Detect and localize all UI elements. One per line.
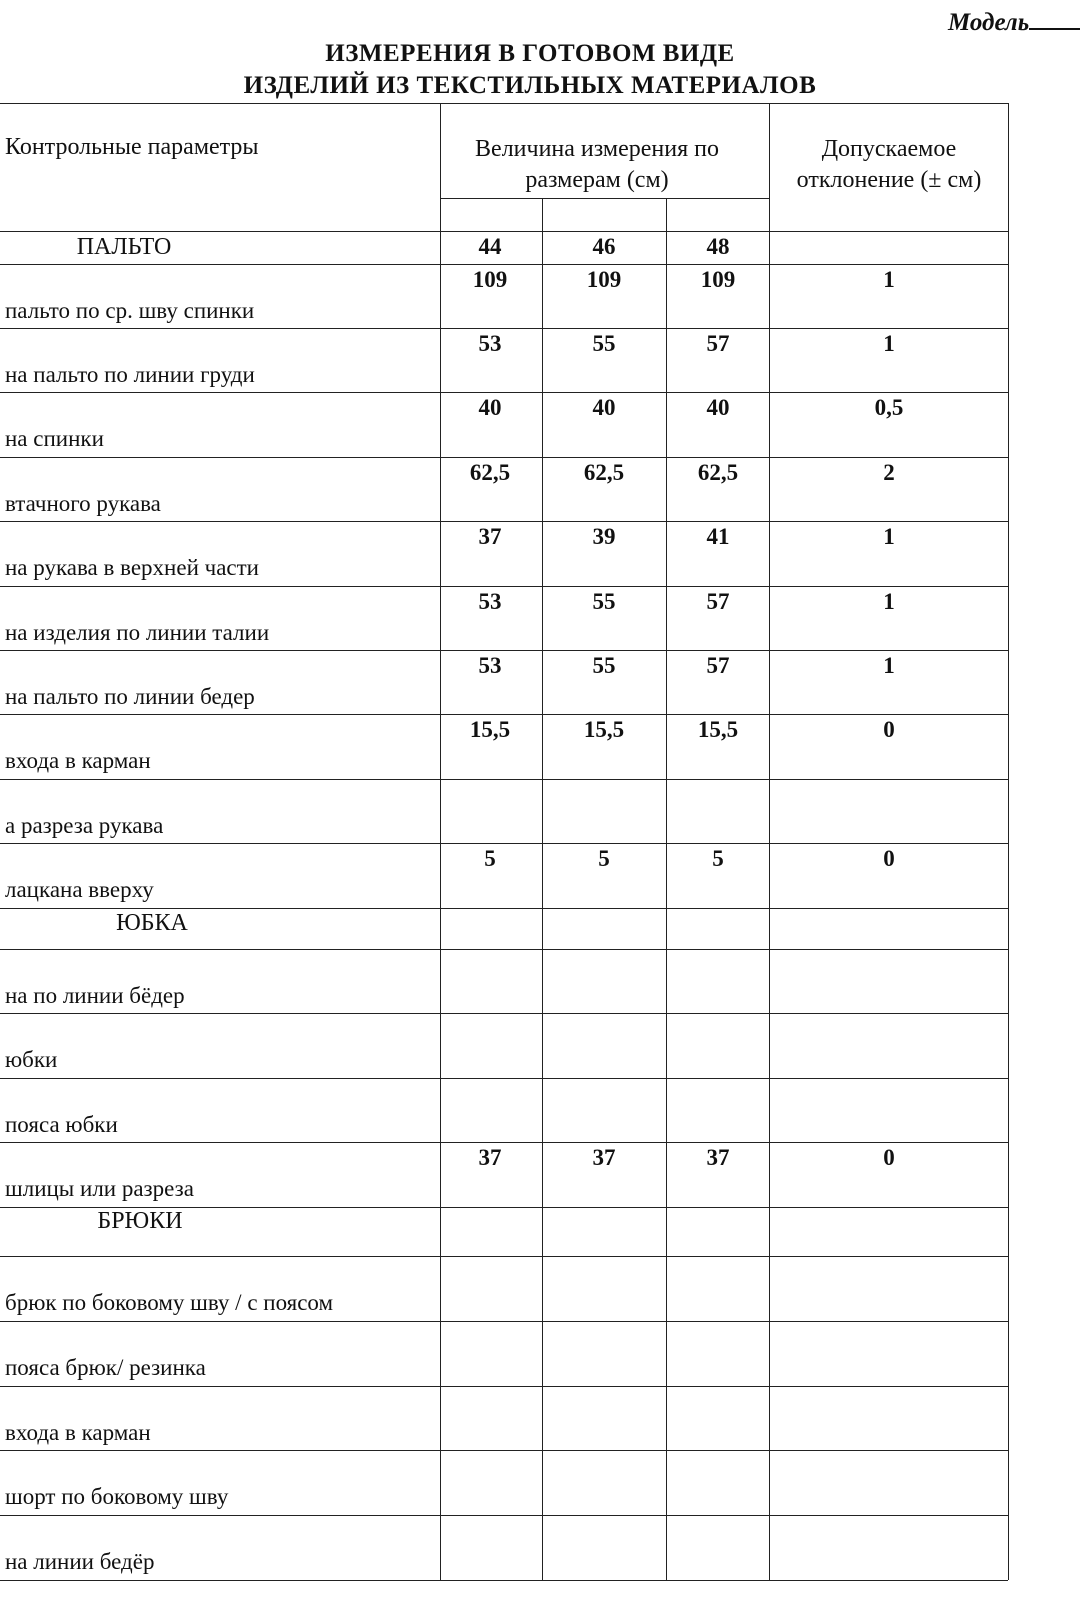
row-label: юбки <box>5 1047 58 1072</box>
row-value-size-46: 5 <box>598 846 610 871</box>
row-tolerance: 1 <box>883 524 895 549</box>
grid-line <box>0 328 1008 329</box>
row-value-size-48: 41 <box>706 524 730 549</box>
row-label: на пальто по линии бедер <box>5 684 255 709</box>
grid-line <box>0 1078 1008 1079</box>
row-value-size-48: 15,5 <box>697 717 739 742</box>
row-value-size-46: 55 <box>592 331 616 356</box>
section-trousers: БРЮКИ <box>97 1208 183 1234</box>
row-value-size-44: 40 <box>478 395 502 420</box>
row-value-size-46: 55 <box>592 589 616 614</box>
row-label: на рукава в верхней части <box>5 555 259 580</box>
row-label: на изделия по линии талии <box>5 620 270 645</box>
section-skirt: ЮБКА <box>116 910 188 936</box>
header-tolerance: Допускаемое отклонение (± см) <box>796 136 982 193</box>
row-value-size-48: 37 <box>706 1145 730 1170</box>
grid-line <box>0 1142 1008 1143</box>
grid-line <box>0 843 1008 844</box>
row-label: пальто по ср. шву спинки <box>5 298 255 323</box>
grid-line <box>0 457 1008 458</box>
grid-line <box>0 392 1008 393</box>
row-tolerance: 2 <box>883 460 895 485</box>
section-coat: ПАЛЬТО <box>76 234 172 260</box>
row-label: на линии бедёр <box>5 1549 155 1574</box>
row-label: шорт по боковому шву <box>5 1484 229 1509</box>
row-tolerance: 0,5 <box>874 395 904 420</box>
row-label: пояса брюк/ резинка <box>5 1355 206 1380</box>
grid-line <box>0 1256 1008 1257</box>
row-label: пояса юбки <box>5 1112 118 1137</box>
grid-line <box>0 650 1008 651</box>
row-value-size-44: 37 <box>478 1145 502 1170</box>
row-tolerance: 0 <box>883 717 895 742</box>
grid-line <box>0 1580 1008 1581</box>
grid-line <box>440 103 441 1580</box>
row-value-size-44: 53 <box>478 331 502 356</box>
grid-line <box>0 714 1008 715</box>
header-measurement: Величина измерения по размерам (см) <box>475 136 719 193</box>
row-tolerance: 1 <box>883 653 895 678</box>
row-value-size-46: 55 <box>592 653 616 678</box>
row-label: на спинки <box>5 426 104 451</box>
grid-line <box>0 1450 1008 1451</box>
row-label: а разреза рукава <box>5 813 164 838</box>
row-value-size-48: 57 <box>706 331 730 356</box>
row-value-size-48: 40 <box>706 395 730 420</box>
grid-line <box>1008 103 1009 1580</box>
row-value-size-48: 62,5 <box>697 460 739 485</box>
row-value-size-48: 57 <box>706 589 730 614</box>
grid-line <box>0 908 1008 909</box>
grid-line <box>769 103 770 1580</box>
model-label <box>948 8 1080 37</box>
row-value-size-44: 109 <box>472 267 508 292</box>
row-label: лацкана вверху <box>5 877 154 902</box>
model-blank-line <box>1029 8 1080 30</box>
row-label: на по линии бёдер <box>5 983 185 1008</box>
row-tolerance: 1 <box>883 331 895 356</box>
row-value-size-44: 53 <box>478 589 502 614</box>
row-value-size-44: 15,5 <box>469 717 511 742</box>
grid-line <box>0 779 1008 780</box>
row-value-size-46: 39 <box>592 524 616 549</box>
row-tolerance: 1 <box>883 589 895 614</box>
grid-line <box>0 949 1008 950</box>
row-label: на пальто по линии груди <box>5 362 255 387</box>
row-value-size-48: 109 <box>700 267 736 292</box>
row-value-size-44: 62,5 <box>469 460 511 485</box>
row-label: брюк по боковому шву / с поясом <box>5 1290 334 1315</box>
row-tolerance: 1 <box>883 267 895 292</box>
row-tolerance: 0 <box>883 1145 895 1170</box>
size-46: 46 <box>592 234 616 259</box>
grid-line <box>0 1386 1008 1387</box>
row-value-size-46: 109 <box>586 267 622 292</box>
grid-line <box>0 1515 1008 1516</box>
row-value-size-48: 57 <box>706 653 730 678</box>
row-value-size-46: 37 <box>592 1145 616 1170</box>
row-value-size-48: 5 <box>712 846 724 871</box>
model-label-text: Модель <box>948 9 1030 36</box>
row-label: входа в карман <box>5 1420 151 1445</box>
doc-title-line-1: ИЗМЕРЕНИЯ В ГОТОВОМ ВИДЕ <box>325 40 735 67</box>
row-value-size-44: 5 <box>484 846 496 871</box>
grid-line <box>542 198 543 1580</box>
grid-line <box>0 1013 1008 1014</box>
row-label: шлицы или разреза <box>5 1176 194 1201</box>
grid-line <box>0 586 1008 587</box>
row-value-size-46: 62,5 <box>583 460 625 485</box>
size-44: 44 <box>478 234 502 259</box>
header-control-params: Контрольные параметры <box>5 134 259 160</box>
doc-title-line-2: ИЗДЕЛИЙ ИЗ ТЕКСТИЛЬНЫХ МАТЕРИАЛОВ <box>243 72 817 99</box>
grid-line <box>0 521 1008 522</box>
grid-line <box>0 231 1008 232</box>
row-value-size-44: 37 <box>478 524 502 549</box>
grid-line <box>0 103 1008 104</box>
grid-line <box>440 198 769 199</box>
grid-line <box>666 198 667 1580</box>
row-value-size-44: 53 <box>478 653 502 678</box>
row-tolerance: 0 <box>883 846 895 871</box>
row-label: втачного рукава <box>5 491 161 516</box>
row-value-size-46: 40 <box>592 395 616 420</box>
size-48: 48 <box>706 234 730 259</box>
row-label: входа в карман <box>5 748 151 773</box>
grid-line <box>0 264 1008 265</box>
grid-line <box>0 1321 1008 1322</box>
row-value-size-46: 15,5 <box>583 717 625 742</box>
